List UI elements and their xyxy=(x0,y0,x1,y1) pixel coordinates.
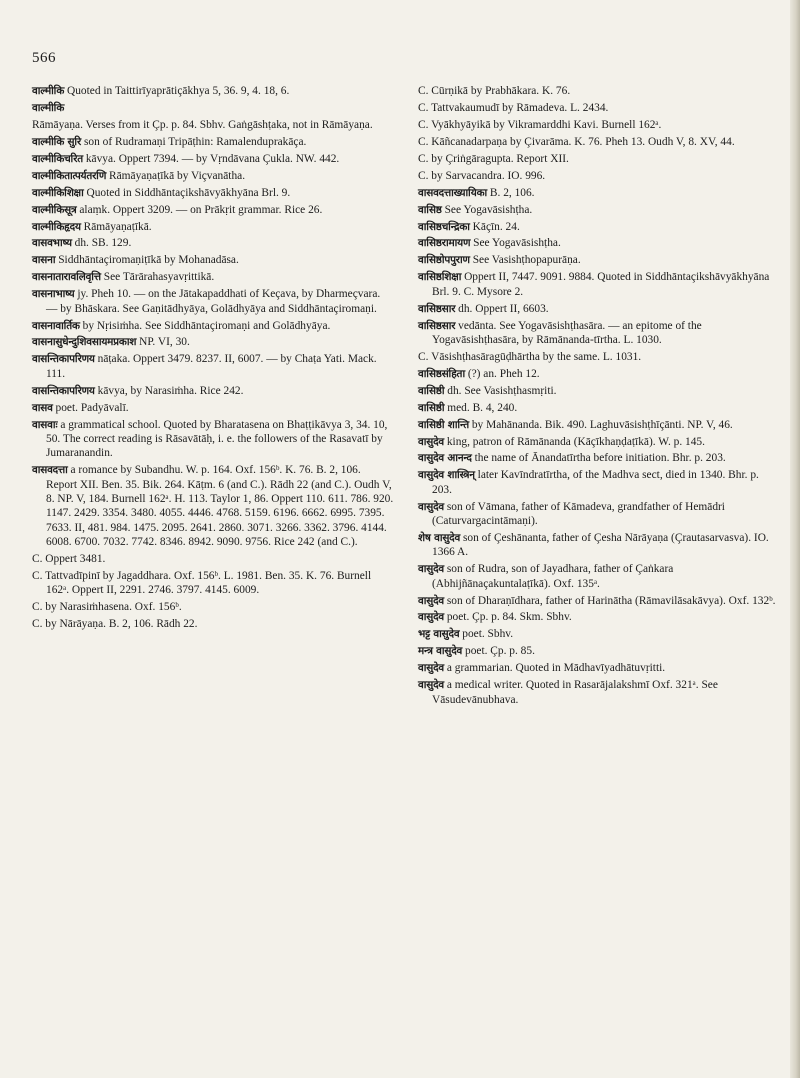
dictionary-entry xyxy=(32,287,394,316)
entry-text: son of Rudramaṇi Tripāṭhin: Ramalenduprakāça. xyxy=(83,135,307,148)
dictionary-entry xyxy=(32,384,394,398)
entry-text: C. Vāsishṭhasāragūḍhārtha by the same. L. 1031. xyxy=(418,350,642,363)
entry-headword: वासव xyxy=(32,401,53,414)
entry-headword: वासन्तिकापरिणय xyxy=(32,384,95,397)
entry-text: poet. Çp. p. 84. Skm. Sbhv. xyxy=(446,611,572,624)
entry-text: Rāmāyaṇaṭīkā. xyxy=(83,220,152,233)
dictionary-entry xyxy=(418,253,780,267)
entry-headword: मन्त्र वासुदेव xyxy=(418,645,463,658)
dictionary-entry xyxy=(32,319,394,333)
entry-headword: वासुदेव xyxy=(418,563,444,576)
dictionary-entry xyxy=(32,135,394,149)
dictionary-entry xyxy=(32,169,394,183)
entry-headword: वाल्मीकि सुरि xyxy=(32,135,82,148)
dictionary-entry xyxy=(32,203,394,217)
dictionary-entry xyxy=(418,84,780,98)
dictionary-entry xyxy=(32,401,394,415)
entry-text: Quoted in Siddhāntaçikshāvyākhyāna Brl. 9. xyxy=(86,186,291,199)
entry-headword: वासनातारावलिवृत्ति xyxy=(32,271,101,284)
entry-text: vedānta. See Yogavāsishṭhasāra. — an epitome of the Yogavāsishṭhasāra, by Rāmānanda-tīrtha. L. 1030. xyxy=(432,319,702,346)
entry-text: Quoted in Taittirīyaprātiçākhya 5, 36. 9, 4. 18, 6. xyxy=(67,85,290,97)
entry-text: kāvya. Oppert 7394. — by Vṛndāvana Çukla. NW. 442. xyxy=(85,152,340,165)
dictionary-entry xyxy=(418,401,780,415)
entry-text: Rāmāyaṇaṭīkā by Viçvanātha. xyxy=(109,169,246,182)
entry-headword: वाल्मीकिचरित xyxy=(32,152,83,165)
entry-text: See Yogavāsishṭha. xyxy=(473,237,561,250)
entry-text: Siddhāntaçiromaṇiṭīkā by Mohanadāsa. xyxy=(58,254,239,267)
dictionary-entry xyxy=(418,203,780,217)
entry-headword: वासना xyxy=(32,254,56,267)
dictionary-entry xyxy=(32,600,394,614)
entry-headword: वासिष्ठसंहिता xyxy=(418,367,465,380)
entry-text: dh. See Vasishṭhasmṛiti. xyxy=(447,384,557,397)
entry-text: son of Dharaṇīdhara, father of Harinātha (Rāmavilāsakāvya). Oxf. 132ᵇ. xyxy=(446,594,776,607)
entry-headword: वासिष्ठी xyxy=(418,384,445,397)
dictionary-entry xyxy=(418,627,780,641)
page-number: 566 xyxy=(32,50,56,66)
entry-text: See Tārārahasyavṛittikā. xyxy=(103,271,215,284)
entry-headword: वाल्मीकि xyxy=(32,85,65,97)
entry-text: C. Tattvadīpinī by Jagaddhara. Oxf. 156ᵇ. L. 1981. Ben. 35. K. 76. Burnell 162ᵃ. Oppert II, 2291. 2746. 3797. 4145. 6009. xyxy=(32,569,372,597)
entry-text: Kāçīn. 24. xyxy=(472,220,520,233)
entry-headword: वासनाभाष्य xyxy=(32,288,75,301)
entry-text: later Kavīndratīrtha, of the Madhva sect, died in 1340. Bhr. p. 203. xyxy=(432,469,759,496)
entry-text: by Mahānanda. Bik. 490. Laghuvāsishṭhīçānti. NP. V, 46. xyxy=(471,418,733,431)
entry-headword: वासवाः xyxy=(32,418,58,431)
entry-headword: वासवदत्ता xyxy=(32,464,68,477)
entry-headword: शेष वासुदेव xyxy=(418,531,461,544)
entry-headword: वाल्मीकि xyxy=(32,101,65,114)
entry-headword: वाल्मीकितात्पर्यतरणि xyxy=(32,169,107,182)
dictionary-entry xyxy=(418,302,780,316)
right-column xyxy=(418,84,780,709)
entry-text: nāṭaka. Oppert 3479. 8237. II, 6007. — by Chaṭa Yati. Mack. 111. xyxy=(46,353,377,380)
entry-headword: वासनावार्तिक xyxy=(32,319,80,332)
dictionary-entry xyxy=(418,236,780,250)
entry-text: a medical writer. Quoted in Rasarājalakshmī Oxf. 321ᵃ. See Vāsudevānubhava. xyxy=(432,679,718,706)
entry-text: C. by Sarvacandra. IO. 996. xyxy=(418,169,546,182)
entry-headword: वासिष्ठी शान्ति xyxy=(418,418,469,431)
entry-headword: वासुदेव xyxy=(418,594,444,607)
entry-headword: वाल्मीकिसूत्र xyxy=(32,203,77,216)
entry-headword: वासुदेव xyxy=(418,662,444,675)
dictionary-entry xyxy=(418,451,780,465)
dictionary-entry xyxy=(32,617,394,631)
entry-text: poet. Çp. p. 85. xyxy=(465,645,535,658)
entry-headword: वासुदेव शास्त्रिन् xyxy=(418,469,475,482)
entry-headword: वासिष्ठरामायण xyxy=(418,237,471,250)
dictionary-entry xyxy=(418,220,780,234)
entry-text: C. Tattvakaumudī by Rāmadeva. L. 2434. xyxy=(418,101,609,114)
entry-headword: वाल्मीकिशिक्षा xyxy=(32,186,84,199)
entry-text: the name of Ānandatīrtha before initiation. Bhr. p. 203. xyxy=(474,452,726,465)
entry-headword: वासुदेव आनन्द xyxy=(418,452,472,465)
entry-text: C. by Çriṅgāragupta. Report XII. xyxy=(418,152,569,165)
dictionary-entry xyxy=(32,236,394,250)
entry-text: a grammarian. Quoted in Mādhavīyadhātuvṛitti. xyxy=(446,662,666,675)
dictionary-entry xyxy=(418,418,780,432)
entry-text: poet. Padyāvalī. xyxy=(55,401,129,414)
entry-headword: वासिष्ठशिक्षा xyxy=(418,271,462,284)
dictionary-entry xyxy=(418,384,780,398)
entry-headword: वासिष्ठी xyxy=(418,401,445,414)
entry-text: dh. Oppert II, 6603. xyxy=(458,302,549,315)
entry-text: NP. VI, 30. xyxy=(139,336,190,349)
entry-text: C. Vyākhyāyikā by Vikramarddhi Kavi. Burnell 162ᵃ. xyxy=(418,118,662,131)
entry-headword: वासुदेव xyxy=(418,435,444,448)
entry-headword: वासुदेव xyxy=(418,611,444,624)
dictionary-entry xyxy=(32,569,394,598)
entry-text: C. Oppert 3481. xyxy=(32,552,106,565)
dictionary-entry xyxy=(32,220,394,234)
entry-text: med. B. 4, 240. xyxy=(447,401,518,414)
dictionary-entry xyxy=(32,352,394,381)
dictionary-entry xyxy=(32,186,394,200)
entry-headword: वासवभाष्य xyxy=(32,237,72,250)
entry-text: a romance by Subandhu. W. p. 164. Oxf. 156ᵇ. K. 76. B. 2, 106. Report XII. Ben. 35. Bik. 264. Kāṭm. 6 (and C.). Rādh 22 (and C.). Oudh V, 8. NP. V, 184. Burnell 162ᵃ. H. 113. Taylor 1, 86. Oppert 110. 611. 786. 920. 1147. 2429. 3354. 3480. 4055. 4446. 4768. 5159. 6196. 6662. 6995. 7395. 7633. II, 481. 984. 1475. 2095. 2641. 2860. 3071. 3266. 3362. 3796. 4144. 6008. 6700. 7032. 7742. 8346. 8942. 9090. 9756. Rice 242 (and C.). xyxy=(46,464,394,548)
dictionary-entry xyxy=(32,418,394,461)
dictionary-entry xyxy=(418,468,780,497)
entry-headword: वाल्मीकिहृदय xyxy=(32,220,81,233)
dictionary-entry xyxy=(418,135,780,149)
entry-text: (?) an. Pheh 12. xyxy=(467,367,540,380)
dictionary-entry xyxy=(418,152,780,166)
dictionary-entry xyxy=(32,253,394,267)
dictionary-entry xyxy=(418,186,780,200)
dictionary-entry xyxy=(32,270,394,284)
dictionary-entry xyxy=(32,463,394,549)
entry-text: Rāmāyaṇa. Verses from it Çp. p. 84. Sbhv. Gaṅgāshṭaka, not in Rāmāyaṇa. xyxy=(32,118,373,131)
entry-headword: वासिष्ठसार xyxy=(418,302,456,315)
entry-headword: वासिष्ठ xyxy=(418,203,442,216)
dictionary-entry xyxy=(418,270,780,299)
dictionary-entry xyxy=(418,169,780,183)
entry-text: son of Rudra, son of Jayadhara, father of Çaṅkara (Abhijñānaçakuntalaṭīkā). Oxf. 135ᵃ. xyxy=(432,563,674,590)
dictionary-entry xyxy=(32,335,394,349)
dictionary-entry xyxy=(418,594,780,608)
dictionary-entry xyxy=(418,500,780,529)
dictionary-entry xyxy=(418,101,780,115)
entry-headword: वासनासुधेन्दुशिवसायमप्रकाश xyxy=(32,336,137,349)
dictionary-entry xyxy=(32,118,394,132)
entry-headword: वासुदेव xyxy=(418,500,444,513)
entry-text: poet. Sbhv. xyxy=(462,628,514,641)
entry-headword: वासवदत्ताख्यायिका xyxy=(418,186,488,199)
dictionary-entry xyxy=(418,367,780,381)
dictionary-entry xyxy=(418,118,780,132)
entry-text: C. by Narasiṁhasena. Oxf. 156ᵇ. xyxy=(32,601,182,614)
entry-headword: भट्ट वासुदेव xyxy=(418,628,460,641)
entry-text: son of Çeshānanta, father of Çesha Nārāyaṇa (Çrautasarvasva). IO. 1366 A. xyxy=(432,531,769,559)
entry-text: son of Vāmana, father of Kāmadeva, grandfather of Hemādri (Caturvargacintāmaṇi). xyxy=(432,500,725,527)
dictionary-entry xyxy=(32,552,394,566)
dictionary-entry xyxy=(418,644,780,658)
entry-text: Oppert II, 7447. 9091. 9884. Quoted in Siddhāntaçikshāvyākhyāna Brl. 9. C. Mysore 2. xyxy=(432,271,770,298)
entry-text: See Vasishṭhopapurāṇa. xyxy=(472,254,581,267)
dictionary-entry xyxy=(32,84,394,98)
entry-headword: वासिष्ठोपपुराण xyxy=(418,254,470,267)
entry-text: a grammatical school. Quoted by Bharatasena on Bhaṭṭikāvya 3, 34. 10, 50. The correct reading is Rāsavātāḥ, i. e. the followers of the Rasavatī by Jumaranandin. xyxy=(46,418,388,460)
dictionary-entry xyxy=(418,562,780,591)
dictionary-entry xyxy=(418,678,780,707)
dictionary-entry xyxy=(418,435,780,449)
left-column xyxy=(32,84,394,634)
entry-text: See Yogavāsishṭha. xyxy=(444,203,533,216)
entry-text: king, patron of Rāmānanda (Kāçīkhaṇḍaṭīkā). W. p. 145. xyxy=(446,435,705,448)
entry-headword: वासिष्ठसार xyxy=(418,319,456,332)
entry-text: B. 2, 106. xyxy=(489,186,535,199)
entry-text: jy. Pheh 10. — on the Jātakapaddhati of Keçava, by Dharmeçvara. — by Bhāskara. See Gaṇitādhyāya, Golādhyāya and Siddhāntaçiromaṇi. xyxy=(46,288,381,315)
entry-text: C. by Nārāyaṇa. B. 2, 106. Rādh 22. xyxy=(32,618,198,630)
dictionary-entry xyxy=(418,531,780,560)
page-edge-shadow xyxy=(790,0,800,1078)
entry-headword: वासुदेव xyxy=(418,679,444,692)
entry-text: C. Cūrṇikā by Prabhākara. K. 76. xyxy=(418,85,571,97)
entry-headword: वासन्तिकापरिणय xyxy=(32,353,95,366)
entry-text: by Nṛisiṁha. See Siddhāntaçiromaṇi and Golādhyāya. xyxy=(82,319,331,332)
dictionary-entry xyxy=(418,319,780,348)
dictionary-entry xyxy=(418,350,780,364)
entry-headword: वासिष्ठचन्द्रिका xyxy=(418,220,470,233)
dictionary-entry xyxy=(32,101,394,115)
entry-text: alaṃk. Oppert 3209. — on Prākṛit grammar. Rice 26. xyxy=(79,203,323,216)
entry-text: kāvya, by Narasiṁha. Rice 242. xyxy=(97,384,244,397)
dictionary-entry xyxy=(418,661,780,675)
dictionary-entry xyxy=(32,152,394,166)
dictionary-entry xyxy=(418,610,780,624)
entry-text: C. Kāñcanadarpaṇa by Çivarāma. K. 76. Pheh 13. Oudh V, 8. XV, 44. xyxy=(418,135,735,148)
entry-text: dh. SB. 129. xyxy=(74,237,132,250)
